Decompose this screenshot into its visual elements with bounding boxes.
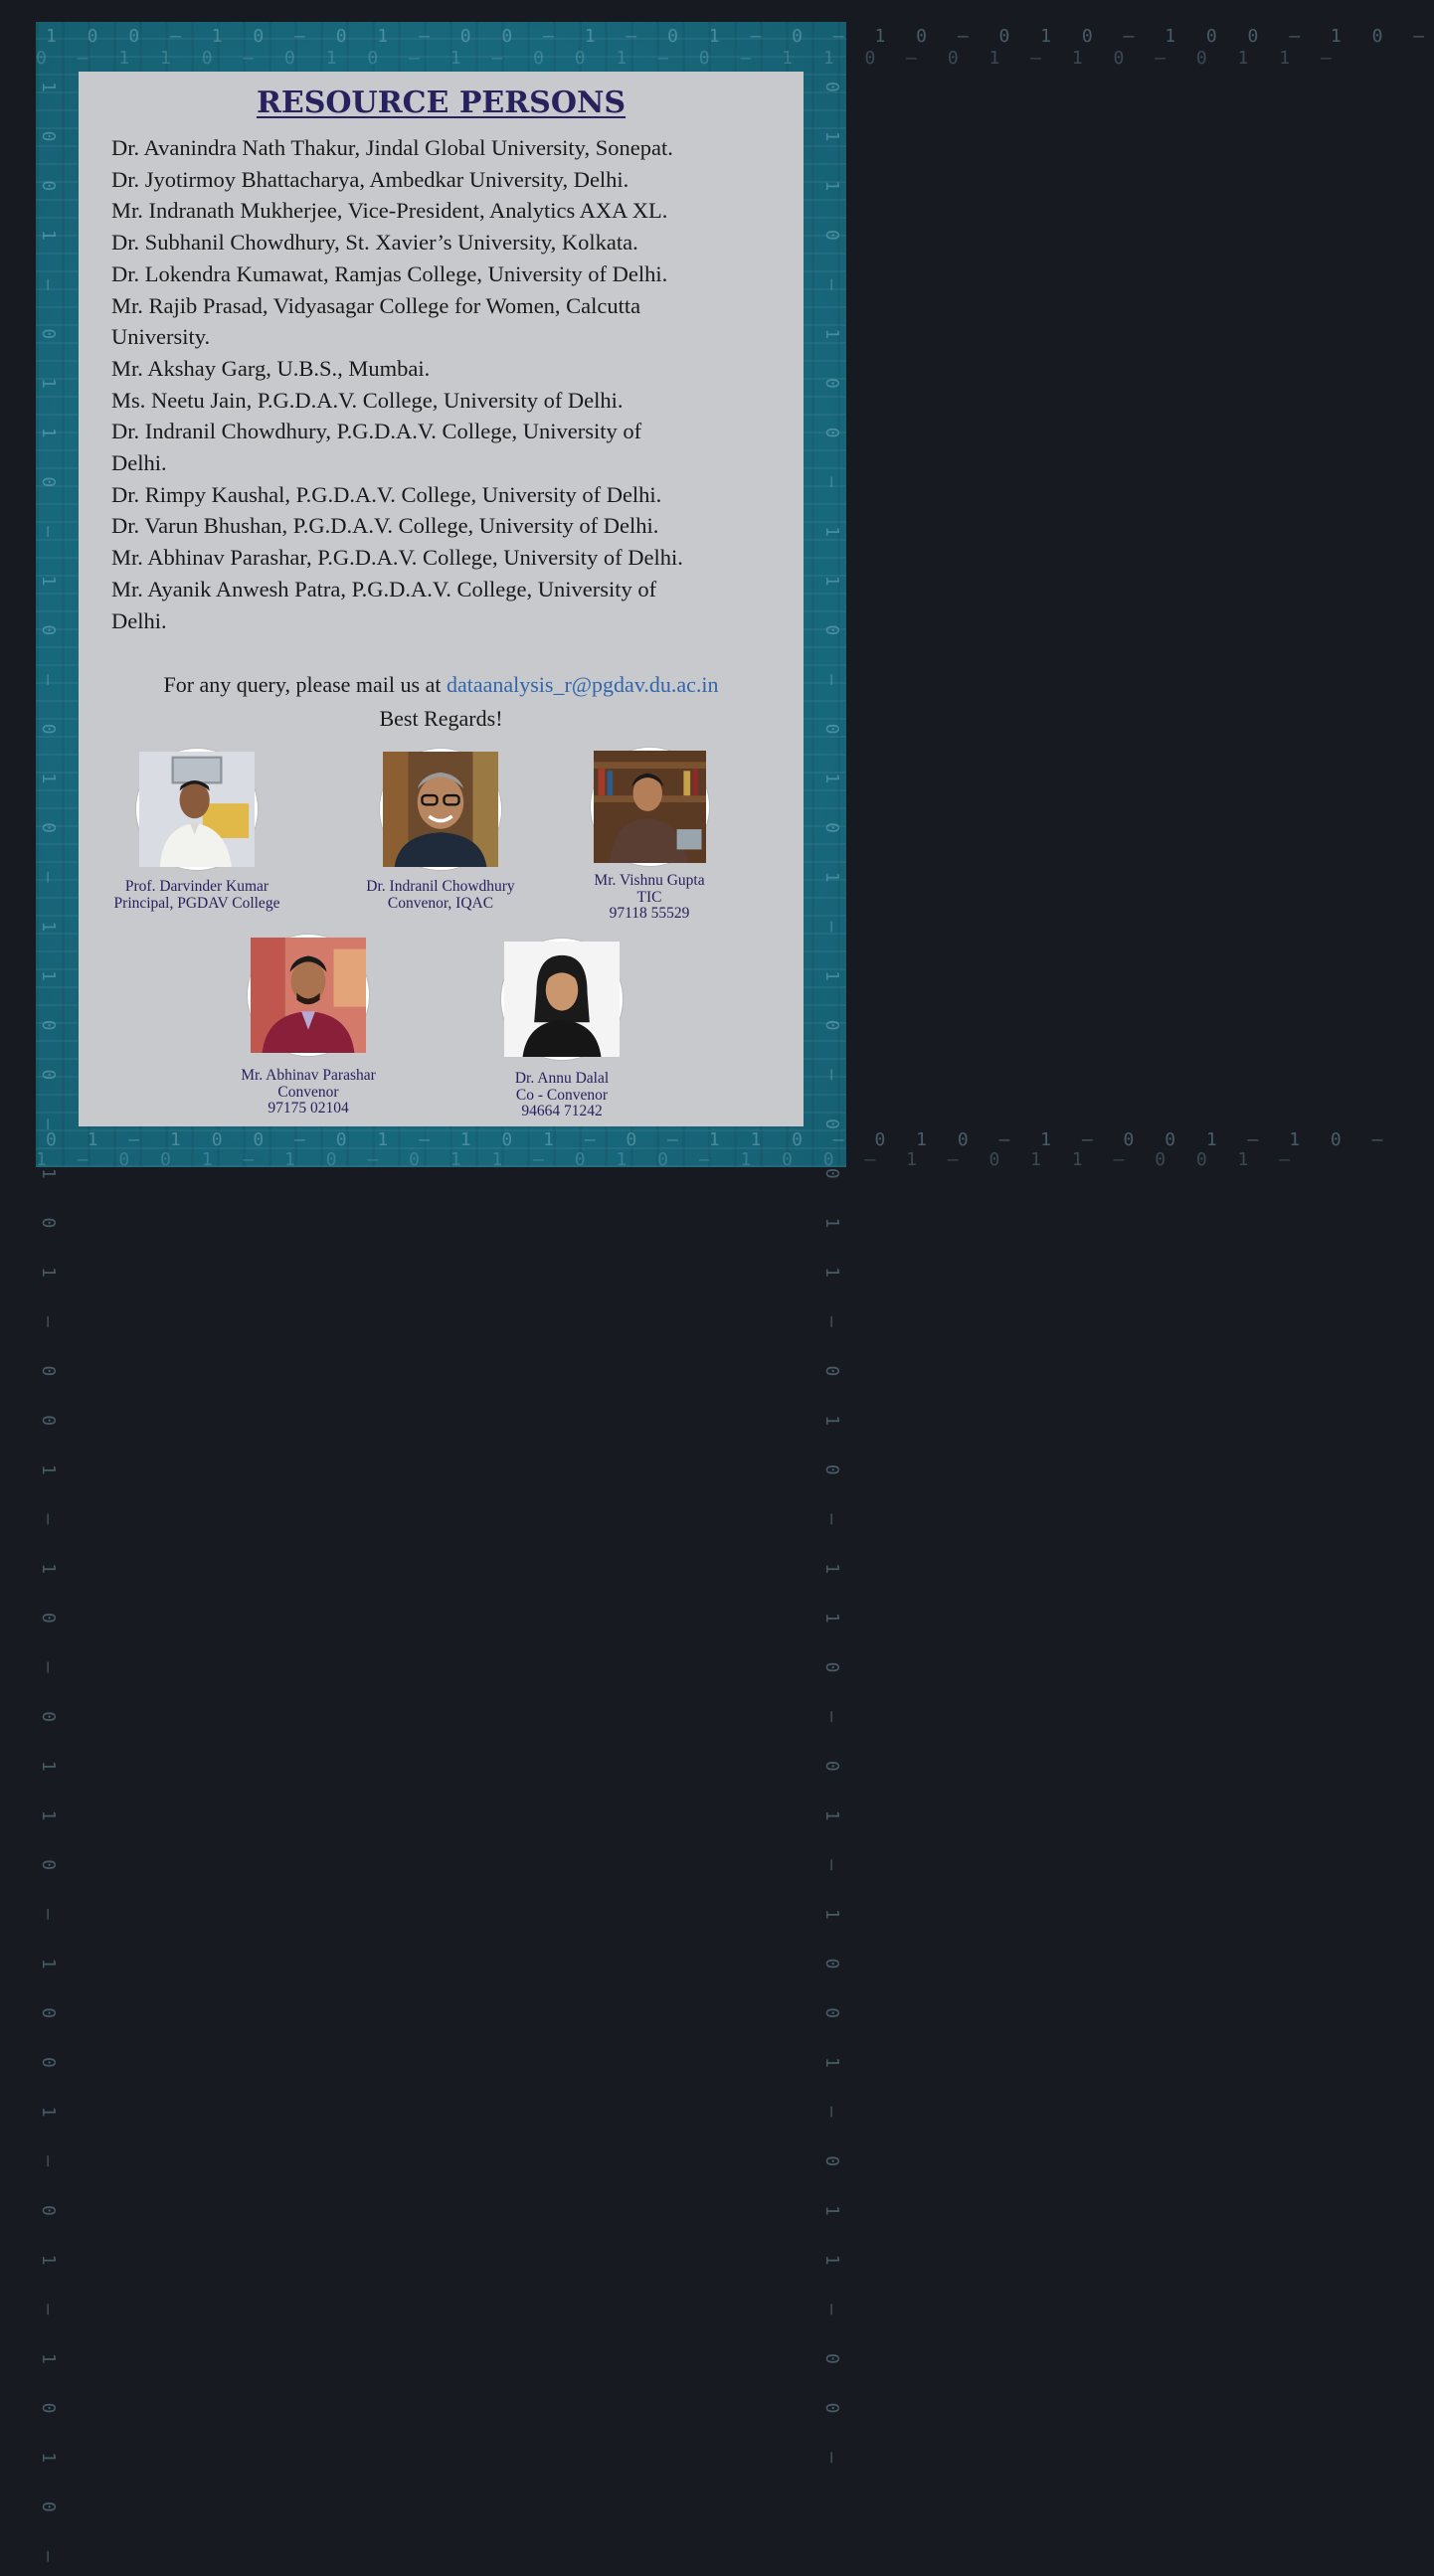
binary-pattern-decoration: 1 0 0 1 — 0 1 1 0 — 1 0 — 0 1 0 — 1 1 0 0 — 1 0 1 — 0 0 1 — 1 0 — 0 1 1 0 — 1 0 0 1 — 0 1 — 1 0 1 0 — [38, 82, 59, 2576]
avatar [248, 935, 369, 1056]
organizer-phone: 94664 71242 [521, 1103, 603, 1119]
binary-pattern-decoration: 1 — 0 0 1 — 1 0 — 0 1 1 — 0 1 0 — 1 0 0 — 1 — 0 1 1 — 0 0 1 — [36, 1149, 1301, 1170]
organizer-role: Convenor, IQAC [387, 894, 494, 912]
page-title [0, 86, 882, 120]
list-item: Dr. Subhanil Chowdhury, St. Xavier’s University, Kolkata. [111, 230, 638, 256]
avatar [380, 749, 501, 870]
query-text: For any query, please mail us at [163, 672, 447, 697]
list-item: Dr. Avanindra Nath Thakur, Jindal Global University, Sonepat. [111, 135, 673, 160]
list-item: Mr. Abhinav Parashar, P.G.D.A.V. College, University of Delhi. [111, 545, 683, 571]
list-item: Dr. Lokendra Kumawat, Ramjas College, University of Delhi. [111, 260, 668, 286]
organizer-name: Mr. Abhinav Parashar [241, 1067, 376, 1084]
list-item: Ms. Neetu Jain, P.G.D.A.V. College, University of Delhi. [111, 387, 624, 413]
regards-text: Best Regards! [379, 706, 503, 731]
organizer-caption [88, 879, 306, 912]
organizer-phone: 97175 02104 [268, 1100, 349, 1116]
list-item: Mr. Ayanik Anwesh Patra, P.G.D.A.V. College, University of [111, 576, 657, 601]
organizer-role: Principal, PGDAV College [113, 894, 280, 912]
avatar [501, 939, 623, 1060]
list-item: Dr. Jyotirmoy Bhattacharya, Ambedkar University, Delhi. [111, 166, 629, 192]
organizer-name: Dr. Annu Dalal [514, 1070, 610, 1087]
list-item: Dr. Rimpy Kaushal, P.G.D.A.V. College, University of Delhi. [111, 481, 662, 507]
organizer-role: TIC [636, 888, 662, 906]
list-item: Delhi. [111, 450, 167, 476]
list-item: University. [111, 324, 211, 350]
resource-persons-list [111, 132, 788, 636]
organizer-phone: 97118 55529 [609, 905, 690, 922]
list-item: Mr. Akshay Garg, U.B.S., Mumbai. [111, 355, 431, 381]
email-link[interactable]: dataanalysis_r@pgdav.du.ac.in [446, 672, 719, 697]
organizer-caption [331, 879, 550, 912]
organizer-name: Dr. Indranil Chowdhury [366, 878, 515, 895]
binary-pattern-decoration: 0 1 1 0 — 1 0 0 — 1 1 0 — 0 1 0 1 — 1 0 — 0 0 1 1 — 0 1 0 — 1 1 0 — 0 1 — 1 0 0 1 — 0 1 1 — 0 0 — [821, 82, 842, 2478]
title-text: RESOURCE PERSONS [256, 86, 627, 120]
list-item: Mr. Rajib Prasad, Vidyasagar College for Women, Calcutta [111, 292, 641, 318]
avatar [136, 749, 258, 870]
contact-query-line [0, 670, 882, 700]
organizer-caption [545, 873, 754, 923]
organizer-role: Convenor [277, 1083, 339, 1101]
organizer-caption [452, 1071, 671, 1120]
list-item: Mr. Indranath Mukherjee, Vice-President, Analytics AXA XL. [111, 198, 668, 224]
binary-pattern-decoration: 1 0 0 — 1 0 — 0 1 — 0 0 — 1 — 0 1 — 0 — 1 0 — 0 1 0 — 1 0 0 — 1 0 — [46, 26, 1434, 47]
list-item: Dr. Varun Bhushan, P.G.D.A.V. College, University of Delhi. [111, 513, 659, 539]
organizer-role: Co - Convenor [515, 1086, 609, 1104]
organizer-name: Mr. Vishnu Gupta [594, 872, 705, 889]
organizer-name: Prof. Darvinder Kumar [124, 878, 269, 895]
binary-pattern-decoration: 0 1 — 1 0 0 — 0 1 — 1 0 1 — 0 — 1 1 0 — 0 1 0 — 1 — 0 0 1 — 1 0 — [46, 1129, 1393, 1150]
binary-pattern-decoration: 0 — 1 1 0 — 0 1 0 — 1 — 0 0 1 — 0 — 1 1 0 — 0 1 — 1 0 — 0 1 1 — [36, 48, 1342, 69]
list-item: Dr. Indranil Chowdhury, P.G.D.A.V. College, University of [111, 419, 642, 444]
avatar [591, 748, 709, 866]
organizer-caption [199, 1068, 418, 1117]
list-item: Delhi. [111, 607, 167, 633]
